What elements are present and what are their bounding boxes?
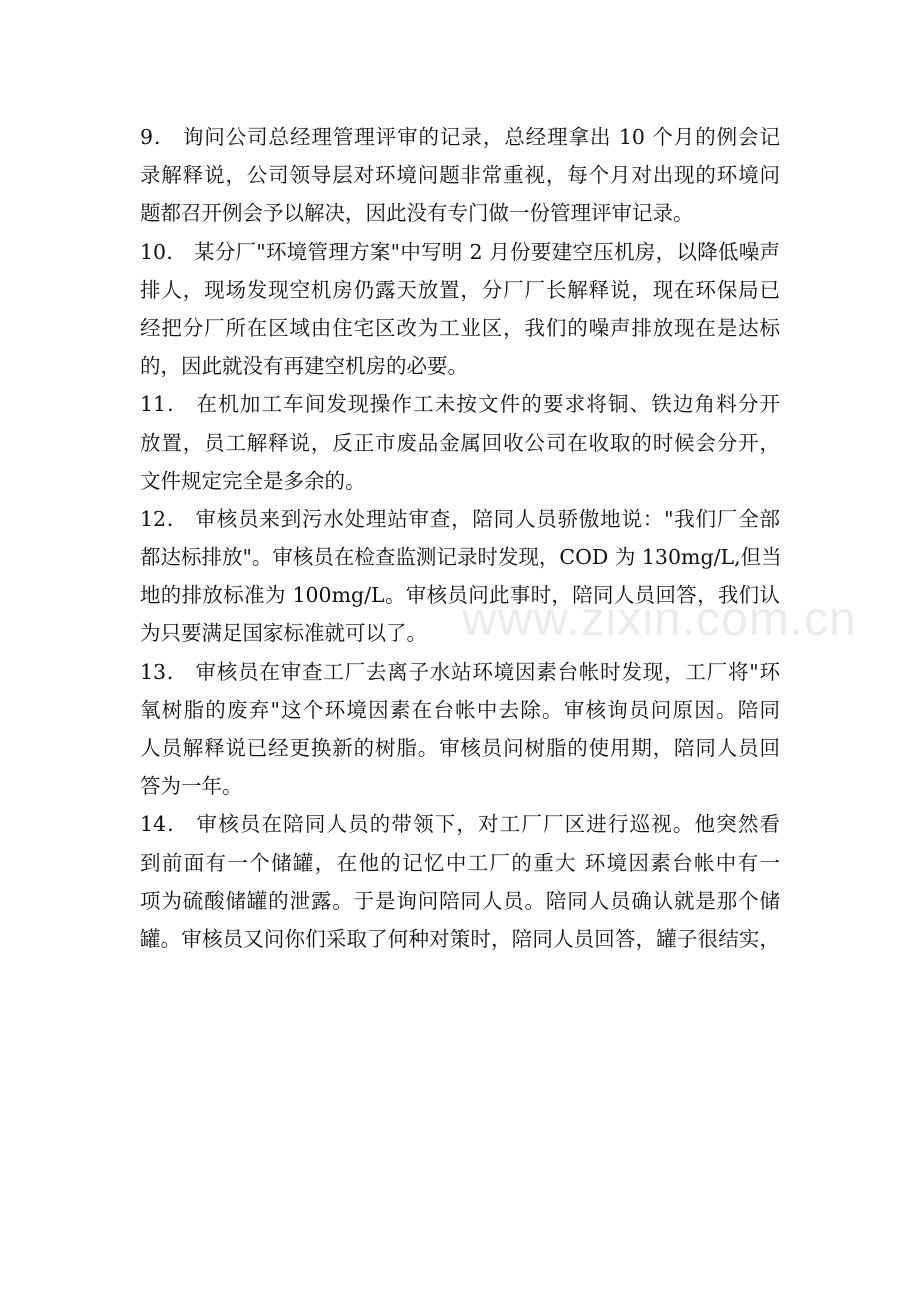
paragraph [140,385,780,500]
text-line: 放置，员工解释说，反正市废品金属回收公司在收取的时候会分开， [140,430,780,455]
text-line: 11． 在机加工车间发现操作工未按文件的要求将铜、铁边角料分开 [140,392,780,417]
paragraph [140,118,780,233]
text-line: 14． 审核员在陪同人员的带领下，对工厂厂区进行巡视。他突然看 [140,812,780,837]
text-line: 9． 询问公司总经理管理评审的记录，总经理拿出 10 个月的例会记 [140,125,780,149]
text-line: 的，因此就没有再建空机房的必要。 [140,354,468,379]
text-line: 录解释说，公司领导层对环境问题非常重视，每个月对出现的环境问 [140,163,780,188]
document-body [140,118,780,958]
text-line: 文件规定完全是多余的。 [140,468,366,493]
text-line: 经把分厂所在区域由住宅区改为工业区，我们的噪声排放现在是达标 [140,315,780,340]
text-line: 人员解释说已经更换新的树脂。审核员问树脂的使用期，陪同人员回 [140,736,780,760]
paragraph [140,500,780,653]
text-line: 罐。审核员又问你们采取了何种对策时，陪同人员回答，罐子很结实， [140,926,780,951]
text-line: 项为硫酸储罐的泄露。于是询问陪同人员。陪同人员确认就是那个储 [140,888,780,913]
text-line: 12． 审核员来到污水处理站审查，陪同人员骄傲地说："我们厂全部 [140,506,780,531]
text-line: 13． 审核员在审查工厂去离子水站环境因素台帐时发现，工厂将"环 [140,659,780,684]
text-line: 排人，现场发现空机房仍露天放置，分厂厂长解释说，现在环保局已 [140,277,780,302]
watermark: www.zixin.com.cn [462,593,857,646]
text-line: 题都召开例会予以解决，因此没有专门做一份管理评审记录。 [140,201,694,226]
paragraph [140,805,780,958]
paragraph [140,233,780,386]
text-line: 都达标排放"。审核员在检查监测记录时发现，COD 为 130mg/L,但当 [140,545,782,570]
text-line: 地的排放标准为 100mg/L。审核员问此事时，陪同人员回答，我们认 [140,583,780,608]
text-line: 答为一年。 [140,774,243,799]
text-line: 为只要满足国家标准就可以了。 [140,621,427,646]
text-line: 10． 某分厂"环境管理方案"中写明 2 月份要建空压机房，以降低噪声 [140,239,780,264]
paragraph [140,653,780,806]
text-line: 到前面有一个储罐，在他的记忆中工厂的重大 环境因素台帐中有一 [140,850,780,875]
text-line: 氧树脂的废弃"这个环境因素在台帐中去除。审核询员问原因。陪同 [140,697,780,722]
